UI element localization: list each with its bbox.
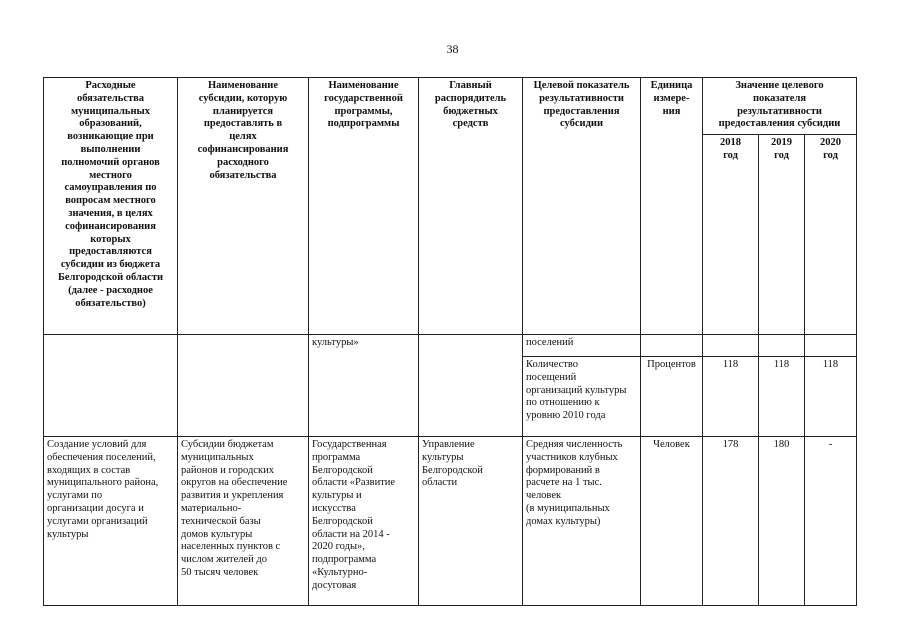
cell-2020-empty (805, 335, 857, 357)
cell-value-2019: 118 (759, 357, 805, 437)
table-row (44, 437, 857, 606)
cell-unit-percent: Процентов (641, 357, 703, 437)
header-year-2020: 2020 год (805, 135, 857, 335)
cell-subsidy: Субсидии бюджетам муниципальных районов и городских округов на обеспечение развития и укрепления материально- технической базы домов культуры населенных пунктов с числом жителей до 50 тысяч человек (178, 437, 309, 606)
header-program-name: Наименование государственной программы, подпрограммы (309, 78, 419, 335)
page-number: 38 (446, 42, 459, 56)
cell-program-continued: культуры» (309, 335, 419, 437)
header-subsidy-name: Наименование субсидии, которую планируется предоставлять в целях софинансирования расходного обязательства (178, 78, 309, 335)
cell-obligation: Создание условий для обеспечения поселений, входящих в состав муниципального района, услугами по организации досуга и услугами организаций культуры (44, 437, 178, 606)
cell-obligation-empty (44, 335, 178, 437)
cell-administrator-empty (419, 335, 523, 437)
cell-value-2018: 178 (703, 437, 759, 606)
cell-indicator-participants: Средняя численность участников клубных формирований в расчете на 1 тыс. человек (в муниципальных домах культуры) (523, 437, 641, 606)
cell-indicator-visits: Количество посещений организаций культуры по отношению к уровню 2010 года (523, 357, 641, 437)
header-year-2019: 2019 год (759, 135, 805, 335)
cell-value-2020: - (805, 437, 857, 606)
header-target-indicator: Целевой показатель результативности предоставления субсидии (523, 78, 641, 335)
header-obligation: Расходные обязательства муниципальных образований, возникающие при выполнении полномочий органов местного самоуправления по вопросам местного значения, в целях софинансирования которых предоставляются субсидии из бюджета Белгородской области (далее - расходное обязательство) (44, 78, 178, 335)
header-indicator-value: Значение целевого показателя результативности предоставления субсидии (703, 78, 857, 135)
header-year-2018: 2018 год (703, 135, 759, 335)
table-row (44, 335, 857, 357)
cell-value-2018: 118 (703, 357, 759, 437)
cell-value-2020: 118 (805, 357, 857, 437)
header-unit: Единица измере- ния (641, 78, 703, 335)
cell-2018-empty (703, 335, 759, 357)
cell-administrator: Управление культуры Белгородской области (419, 437, 523, 606)
cell-2019-empty (759, 335, 805, 357)
cell-unit-people: Человек (641, 437, 703, 606)
cell-program: Государственная программа Белгородской области «Развитие культуры и искусства Белгородской области на 2014 - 2020 годы», подпрограмма «Культурно- досуговая (309, 437, 419, 606)
cell-unit-empty (641, 335, 703, 357)
cell-indicator-continued: поселений (523, 335, 641, 357)
cell-subsidy-empty (178, 335, 309, 437)
header-budget-administrator: Главный распорядитель бюджетных средств (419, 78, 523, 335)
subsidy-table (43, 77, 857, 606)
cell-value-2019: 180 (759, 437, 805, 606)
